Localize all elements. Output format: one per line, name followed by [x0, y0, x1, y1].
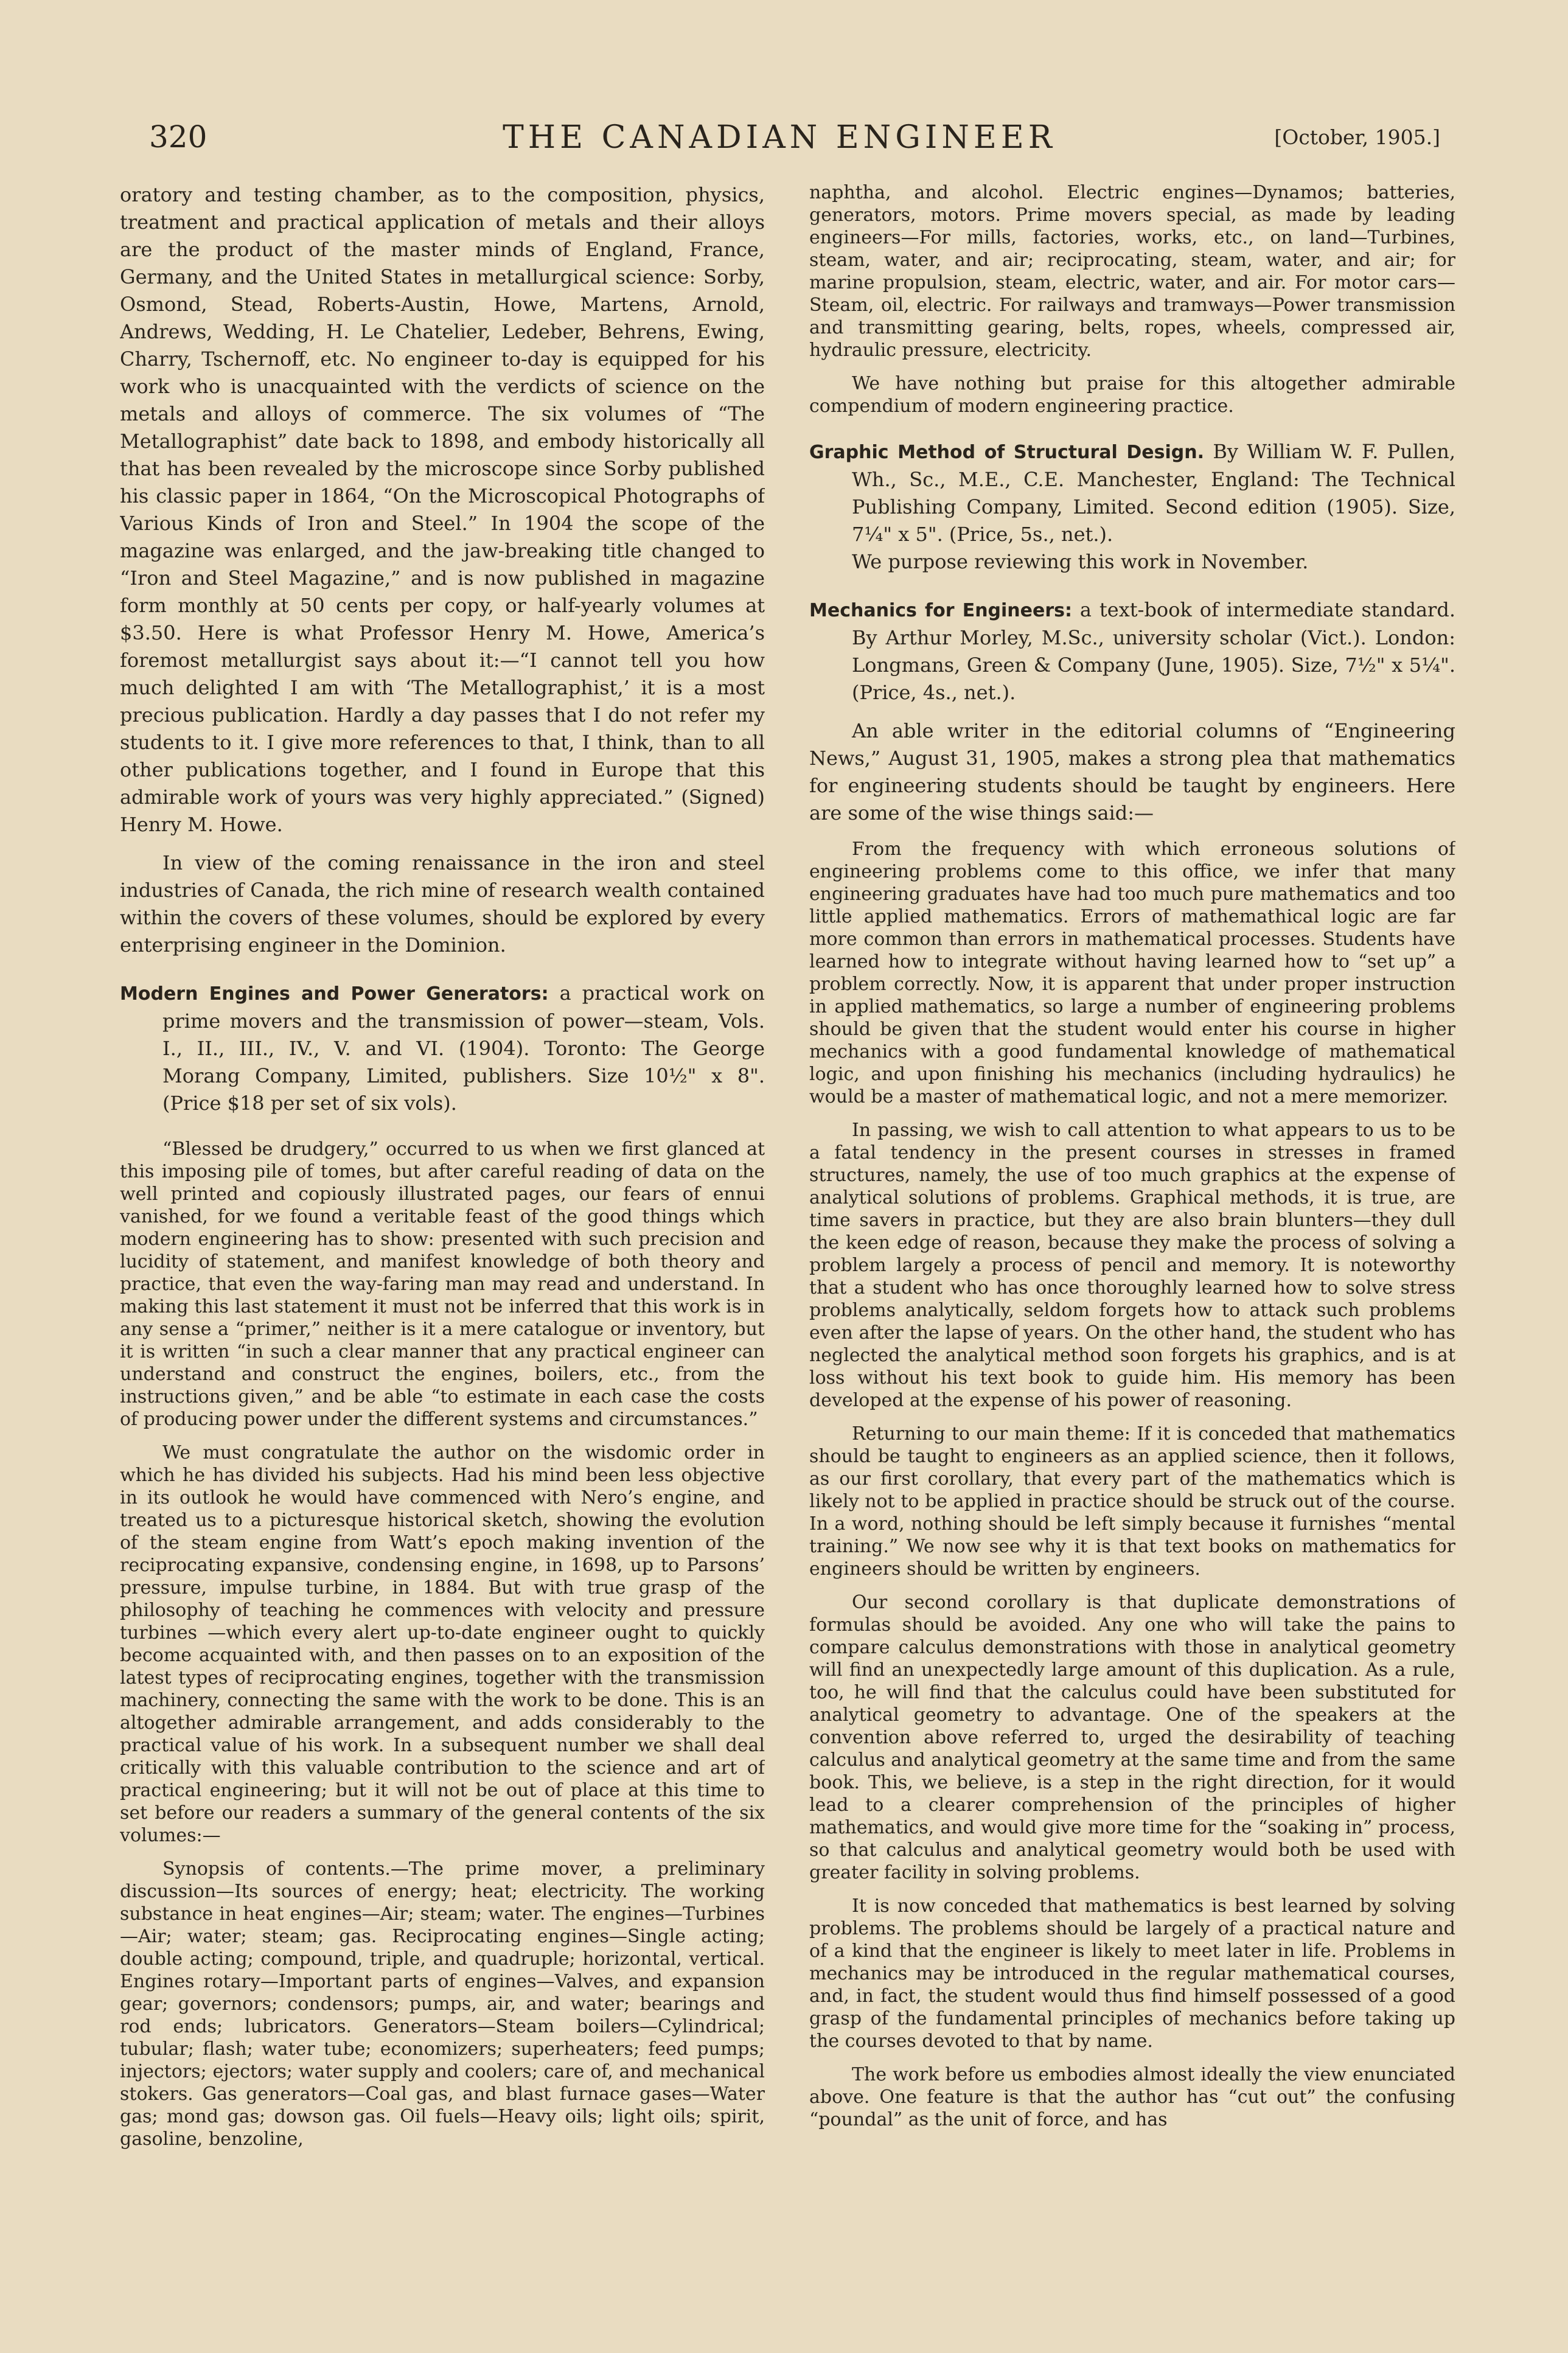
paragraph: An able writer in the editorial columns of “Engineering News,” August 31, 1905, makes a strong plea that mathematics for engineering students should be taught by engineers. Here are some of the wise things said:— — [809, 719, 1455, 824]
review-entry-modern-engines — [120, 980, 765, 1117]
review-entry-mechanics — [809, 596, 1455, 706]
journal-title: THE CANADIAN ENGINEER — [503, 119, 1056, 156]
review-details: By William W. F. Pullen, Wh., Sc., M.E., C.E. Manchester, England: The Technical Publishing Company, Limited. Second edition (1905). Size, 7¼" x 5". (Price, 5s., net.). — [852, 440, 1455, 546]
page-header — [119, 119, 1440, 162]
review-title: Graphic Method of Structural Design. — [809, 442, 1205, 463]
paragraph: We must congratulate the author on the wisdomic order in which he has divided his subjects. Had his mind been less objective in its outlook he would have commenced with Nero’s engine, and treated us to a picturesque historical sketch, showing the evolution of the steam engine from Watt’s epoch making invention of the reciprocating expansive, condensing engine, in 1698, up to Parsons’ pressure, impulse turbine, in 1884. But with true grasp of the philosophy of teaching he commences with velocity and pressure turbines —which every alert up-to-date engineer ought to quickly become acquainted with, and then passes on to an exposition of the latest types of reciprocating engines, together with the transmission machinery, connecting the same with the work to be done. This is an altogether admirable arrangement, and adds considerably to the practical value of his work. In a subsequent number we shall deal critically with this valuable contribution to the science and art of practical engineering; but it will not be out of place at this time to set before our readers a summary of the general contents of the six volumes:— — [120, 1442, 765, 1846]
paragraph: Synopsis of contents.—The prime mover, a preliminary discussion—Its sources of energy; heat; electricity. The working substance in heat engines—Air; steam; water. The engines—Turbines—Air; water; steam; gas. Reciprocating engines—Single acting; double acting; compound, triple, and quadruple; horizontal, vertical. Engines rotary—Important parts of engines—Valves, and expansion gear; governors; condensors; pumps, air, and water; bearings and rod ends; lubricators. Generators—Steam boilers—Cylindrical; tubular; flash; water tube; economizers; superheaters; feed pumps; injectors; ejectors; water supply and coolers; care of, and mechanical stokers. Gas generators—Coal gas, and blast furnace gases—Water gas; mond gas; dowson gas. Oil fuels—Heavy oils; light oils; spirit, gasoline, benzoline, — [120, 1858, 765, 2150]
paragraph: oratory and testing chamber, as to the composition, physics, treatment and practical application of metals and their alloys are the product of the master minds of England, France, Germany, and the United States in metallurgical science: Sorby, Osmond, Stead, Roberts-Austin, Howe, Martens, Arnold, Andrews, Wedding, H. Le Chatelier, Ledeber, Behrens, Ewing, Charry, Tschernoff, etc. No engineer to-day is equipped for his work who is unacquainted with the verdicts of science on the metals and alloys of commerce. The six volumes of “The Metallographist” date back to 1898, and embody historically all that has been revealed by the microscope since Sorby published his classic paper in 1864, “On the Microscopical Photographs of Various Kinds of Iron and Steel.” In 1904 the scope of the magazine was enlarged, and the jaw-breaking title changed to “Iron and Steel Magazine,” and is now published in magazine form monthly at 50 cents per copy, or half-yearly volumes at $3.50. Here is what Professor Henry M. Howe, America’s foremost metallurgist says about it:—“I cannot tell you how much delighted I am with ‘The Metallographist,’ it is a most precious publication. Hardly a day passes that I do not refer my students to it. I give more references to that, I think, than to all other publications together, and I found in Europe that this admirable work of yours was very highly appreciated.” (Signed) Henry M. Howe. — [120, 183, 765, 836]
issue-date: [October, 1905.] — [1274, 125, 1440, 149]
quoted-paragraph: From the frequency with which erroneous solutions of engineering problems come to this office, we infer that many engineering graduates have had too much pure mathematics and too little applied mathematics. Errors of mathemathical logic are far more common than errors in mathematical processes. Students have learned how to integrate without having learned how to “set up” a problem correctly. Now, it is apparent that under proper instruction in applied mathematics, so large a number of engineering problems should be given that the student would enter his course in higher mechanics with a good fundamental knowledge of mathematical logic, and upon finishing his mechanics (including hydraulics) he would be a master of mathematical logic, and not a mere memorizer. — [809, 838, 1455, 1107]
paragraph: naphtha, and alcohol. Electric engines—Dynamos; batteries, generators, motors. Prime movers special, as made by leading engineers—For mills, factories, works, etc., on land—Turbines, steam, water, and air; reciprocating, steam, water, and air; for marine propulsion, steam, electric, water, and air. For motor cars—Steam, oil, electric. For railways and tramways—Power transmission and transmitting gearing, belts, ropes, wheels, compressed air, hydraulic pressure, electricity. — [809, 182, 1455, 361]
review-details: a practical work on prime movers and the transmission of power—steam, Vols. I., II., III., IV., V. and VI. (1904). Toronto: The George Morang Company, Limited, publishers. Size 10½" x 8". (Price $18 per set of six vols). — [162, 981, 765, 1115]
page-number: 320 — [149, 119, 207, 155]
review-entry-graphic-method — [809, 438, 1455, 548]
paragraph: In view of the coming renaissance in the iron and steel industries of Canada, the rich mine of research wealth contained within the covers of these volumes, should be explored by every enterprising engineer in the Dominion. — [120, 851, 765, 957]
paragraph: “Blessed be drudgery,” occurred to us when we first glanced at this imposing pile of tomes, but after careful reading of data on the well printed and copiously illustrated pages, our fears of ennui vanished, for we found a veritable feast of the good things which modern engineering has to show: presented with such precision and lucidity of statement, and manifest knowledge of both theory and practice, that even the way-faring man may read and understand. In making this last statement it must not be inferred that this work is in any sense a “primer,” neither is it a mere catalogue or inventory, but it is written “in such a clear manner that any practical engineer can understand and construct the engines, boilers, etc., from the instructions given,” and be able “to estimate in each case the costs of producing power under the different systems and circumstances.” — [120, 1138, 765, 1430]
paragraph: The work before us embodies almost ideally the view enunciated above. One feature is that the author has “cut out” the confusing “poundal” as the unit of force, and has — [809, 2064, 1455, 2130]
paragraph: Our second corollary is that duplicate demonstrations of formulas should be avoided. Any one who will take the pains to compare calculus demonstrations with those in analytical geometry will find an unexpectedly large amount of this duplication. As a rule, too, he will find that the calculus could have been substituted for analytical geometry to advantage. One of the speakers at the convention above referred to, urged the desirability of teaching calculus and analytical geometry at the same time and from the same book. This, we believe, is a step in the right direction, for it would lead to a clearer comprehension of the principles of higher mathematics, and would give more time for the “soaking in” process, so that calculus and analytical geometry would both be used with greater facility in solving problems. — [809, 1592, 1455, 1883]
right-column — [809, 181, 1455, 2262]
review-title: Modern Engines and Power Generators: — [120, 983, 549, 1005]
review-note: We purpose reviewing this work in November. — [852, 550, 1309, 573]
left-column — [120, 181, 765, 2262]
paragraph: We have nothing but praise for this altogether admirable compendium of modern engineering practice. — [809, 373, 1455, 417]
paragraph: It is now conceded that mathematics is best learned by solving problems. The problems should be largely of a practical nature and of a kind that the engineer is likely to meet later in life. Problems in mechanics may be introduced in the regular mathematical courses, and, in fact, the student would thus find himself possessed of a good grasp of the fundamental principles of mechanics before taking up the courses devoted to that by name. — [809, 1895, 1455, 2052]
review-title: Mechanics for Engineers: — [809, 600, 1073, 621]
quoted-paragraph: In passing, we wish to call attention to what appears to us to be a fatal tendency in the present courses in stresses in framed structures, namely, the use of too much graphics at the expense of analytical solutions of problems. Graphical methods, it is true, are time savers in practice, but they are also brain blunters—they dull the keen edge of reason, because they make the process of solving a problem largely a process of pencil and memory. It is noteworthy that a student who has once thoroughly learned how to solve stress problems analytically, seldom forgets how to attack such problems even after the lapse of years. On the other hand, the student who has neglected the analytical method soon forgets his graphics, and is at loss without his text book to guide him. His memory has been developed at the expense of his power of reasoning. — [809, 1120, 1455, 1411]
paragraph: Returning to our main theme: If it is conceded that mathematics should be taught to engineers as an applied science, then it follows, as our first corollary, that every part of the mathematics which is likely not to be applied in practice should be struck out of the course. In a word, nothing should be left simply because it furnishes “mental training.” We now see why it is that text books on mathematics for engineers should be written by engineers. — [809, 1423, 1455, 1580]
review-details: a text-book of intermediate standard. By Arthur Morley, M.Sc., university scholar (Vict.). London: Longmans, Green & Company (June, 1905). Size, 7½" x 5¼". (Price, 4s., net.). — [852, 598, 1455, 704]
